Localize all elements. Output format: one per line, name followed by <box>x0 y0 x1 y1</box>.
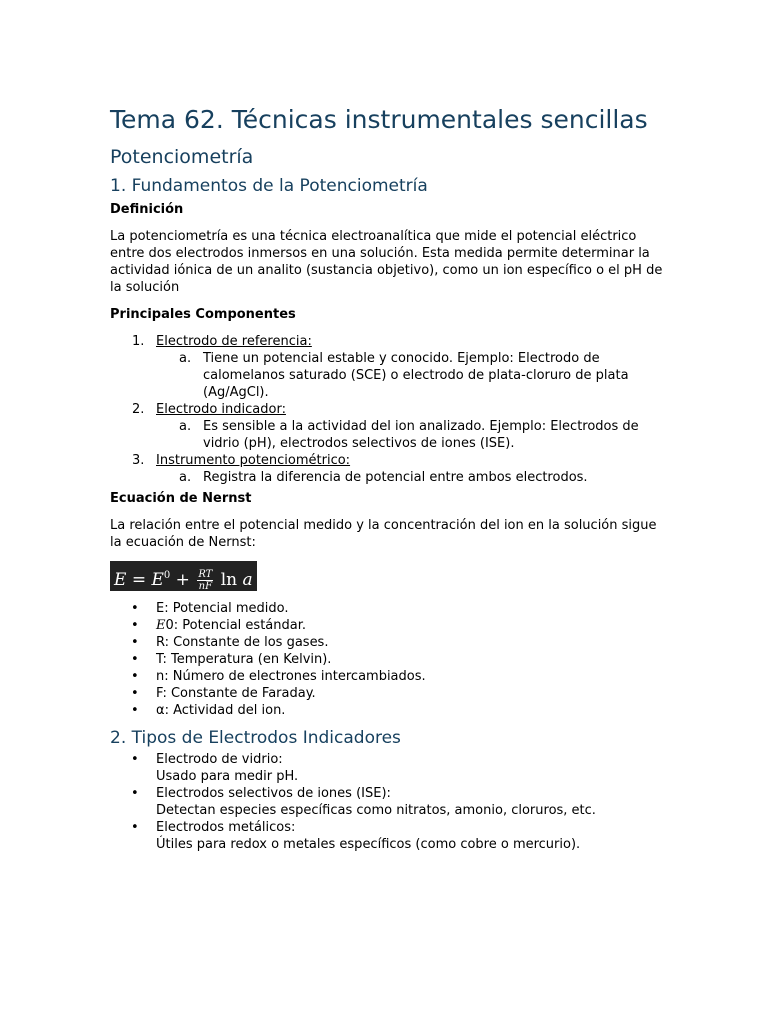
components-list <box>110 333 670 486</box>
bullet-icon: • <box>131 786 139 801</box>
nernst-paragraph: La relación entre el potencial medido y la concentración del ion en la solución sigue la ecuación de Nernst: <box>110 518 657 550</box>
subitem-letter: a. <box>179 419 192 434</box>
variables-list <box>110 600 670 719</box>
component-label: Instrumento potenciométrico: <box>156 453 351 468</box>
variable-text: F: Constante de Faraday. <box>156 686 316 701</box>
variable-text: T: Temperatura (en Kelvin). <box>156 652 332 667</box>
subitem-text: Tiene un potencial estable y conocido. Ejemplo: Electrodo de calomelanos saturado (SCE) o electrodo de plata-cloruro de plata (Ag/AgCl). <box>203 351 629 400</box>
component-label: Electrodo de referencia: <box>156 334 312 349</box>
bullet-icon: • <box>131 635 139 650</box>
electrode-type-description: Detectan especies específicas como nitratos, amonio, cloruros, etc. <box>156 803 596 818</box>
component-item <box>110 401 670 452</box>
variable-item <box>110 668 670 685</box>
subitem-letter: a. <box>179 470 192 485</box>
bullet-icon: • <box>131 686 139 701</box>
electrode-type-name: Electrodos selectivos de iones (ISE): <box>156 786 391 801</box>
electrode-type-item <box>110 785 670 819</box>
variable-text: n: Número de electrones intercambiados. <box>156 669 426 684</box>
component-number: 1. <box>132 334 145 349</box>
electrode-type-name: Electrodos metálicos: <box>156 820 296 835</box>
document-page <box>110 104 670 861</box>
variable-item <box>110 634 670 651</box>
subitem-text: Registra la diferencia de potencial entre ambos electrodos. <box>203 470 588 485</box>
bullet-icon: • <box>131 601 139 616</box>
subitem-text: Es sensible a la actividad del ion analizado. Ejemplo: Electrodos de vidrio (pH), electrodos selectivos de iones (ISE). <box>203 419 639 451</box>
bullet-icon: • <box>131 752 139 767</box>
nernst-heading: Ecuación de Nernst <box>110 491 252 506</box>
component-number: 3. <box>132 453 145 468</box>
variable-item <box>110 685 670 702</box>
variable-item <box>110 617 670 634</box>
definition-heading: Definición <box>110 202 184 217</box>
component-sublist <box>156 469 670 486</box>
variable-item <box>110 651 670 668</box>
variable-text: α: Actividad del ion. <box>156 703 286 718</box>
component-item <box>110 452 670 486</box>
equation-plus: + <box>175 570 190 590</box>
variable-item <box>110 600 670 617</box>
section1-heading: 1. Fundamentos de la Potenciometría <box>110 176 428 196</box>
component-number: 2. <box>132 402 145 417</box>
electrode-type-item <box>110 751 670 785</box>
electrode-types-list <box>110 751 670 853</box>
section2-heading: 2. Tipos de Electrodos Indicadores <box>110 728 401 748</box>
component-subitem <box>156 350 670 401</box>
component-sublist <box>156 418 670 452</box>
equation-variable: a <box>242 570 253 590</box>
bullet-icon: • <box>131 652 139 667</box>
bullet-icon: • <box>131 820 139 835</box>
electrode-type-name: Electrodo de vidrio: <box>156 752 283 767</box>
bullet-icon: • <box>131 618 139 633</box>
variable-text: 0: Potencial estándar. <box>165 618 306 633</box>
electrode-type-description: Usado para medir pH. <box>156 769 299 784</box>
bullet-icon: • <box>131 703 139 718</box>
subitem-letter: a. <box>179 351 192 366</box>
equation-superscript: 0 <box>163 570 171 581</box>
fraction-denominator: nF <box>198 581 213 592</box>
component-sublist <box>156 350 670 401</box>
electrode-type-item <box>110 819 670 853</box>
document-subtitle: Potenciometría <box>110 146 254 168</box>
variable-symbol: E <box>156 618 166 633</box>
component-item <box>110 333 670 401</box>
fraction-numerator: RT <box>198 569 213 580</box>
component-label: Electrodo indicador: <box>156 402 286 417</box>
variable-item <box>110 702 670 719</box>
equation-ln: ln <box>220 570 238 590</box>
nernst-equation <box>110 561 257 591</box>
electrode-type-description: Útiles para redox o metales específicos (como cobre o mercurio). <box>156 837 581 852</box>
components-heading: Principales Componentes <box>110 307 296 322</box>
equation-fraction <box>197 569 213 592</box>
variable-text: R: Constante de los gases. <box>156 635 329 650</box>
document-title: Tema 62. Técnicas instrumentales sencillas <box>110 105 648 134</box>
definition-paragraph: La potenciometría es una técnica electroanalítica que mide el potencial eléctrico entre dos electrodos inmersos en una solución. Esta medida permite determinar la actividad iónica de un analito (sustancia objetivo), como un ion específico o el pH de la solución <box>110 229 663 295</box>
component-subitem <box>156 418 670 452</box>
variable-text: E: Potencial medido. <box>156 601 289 616</box>
equation-lhs: E = E <box>114 570 164 590</box>
component-subitem <box>156 469 670 486</box>
bullet-icon: • <box>131 669 139 684</box>
